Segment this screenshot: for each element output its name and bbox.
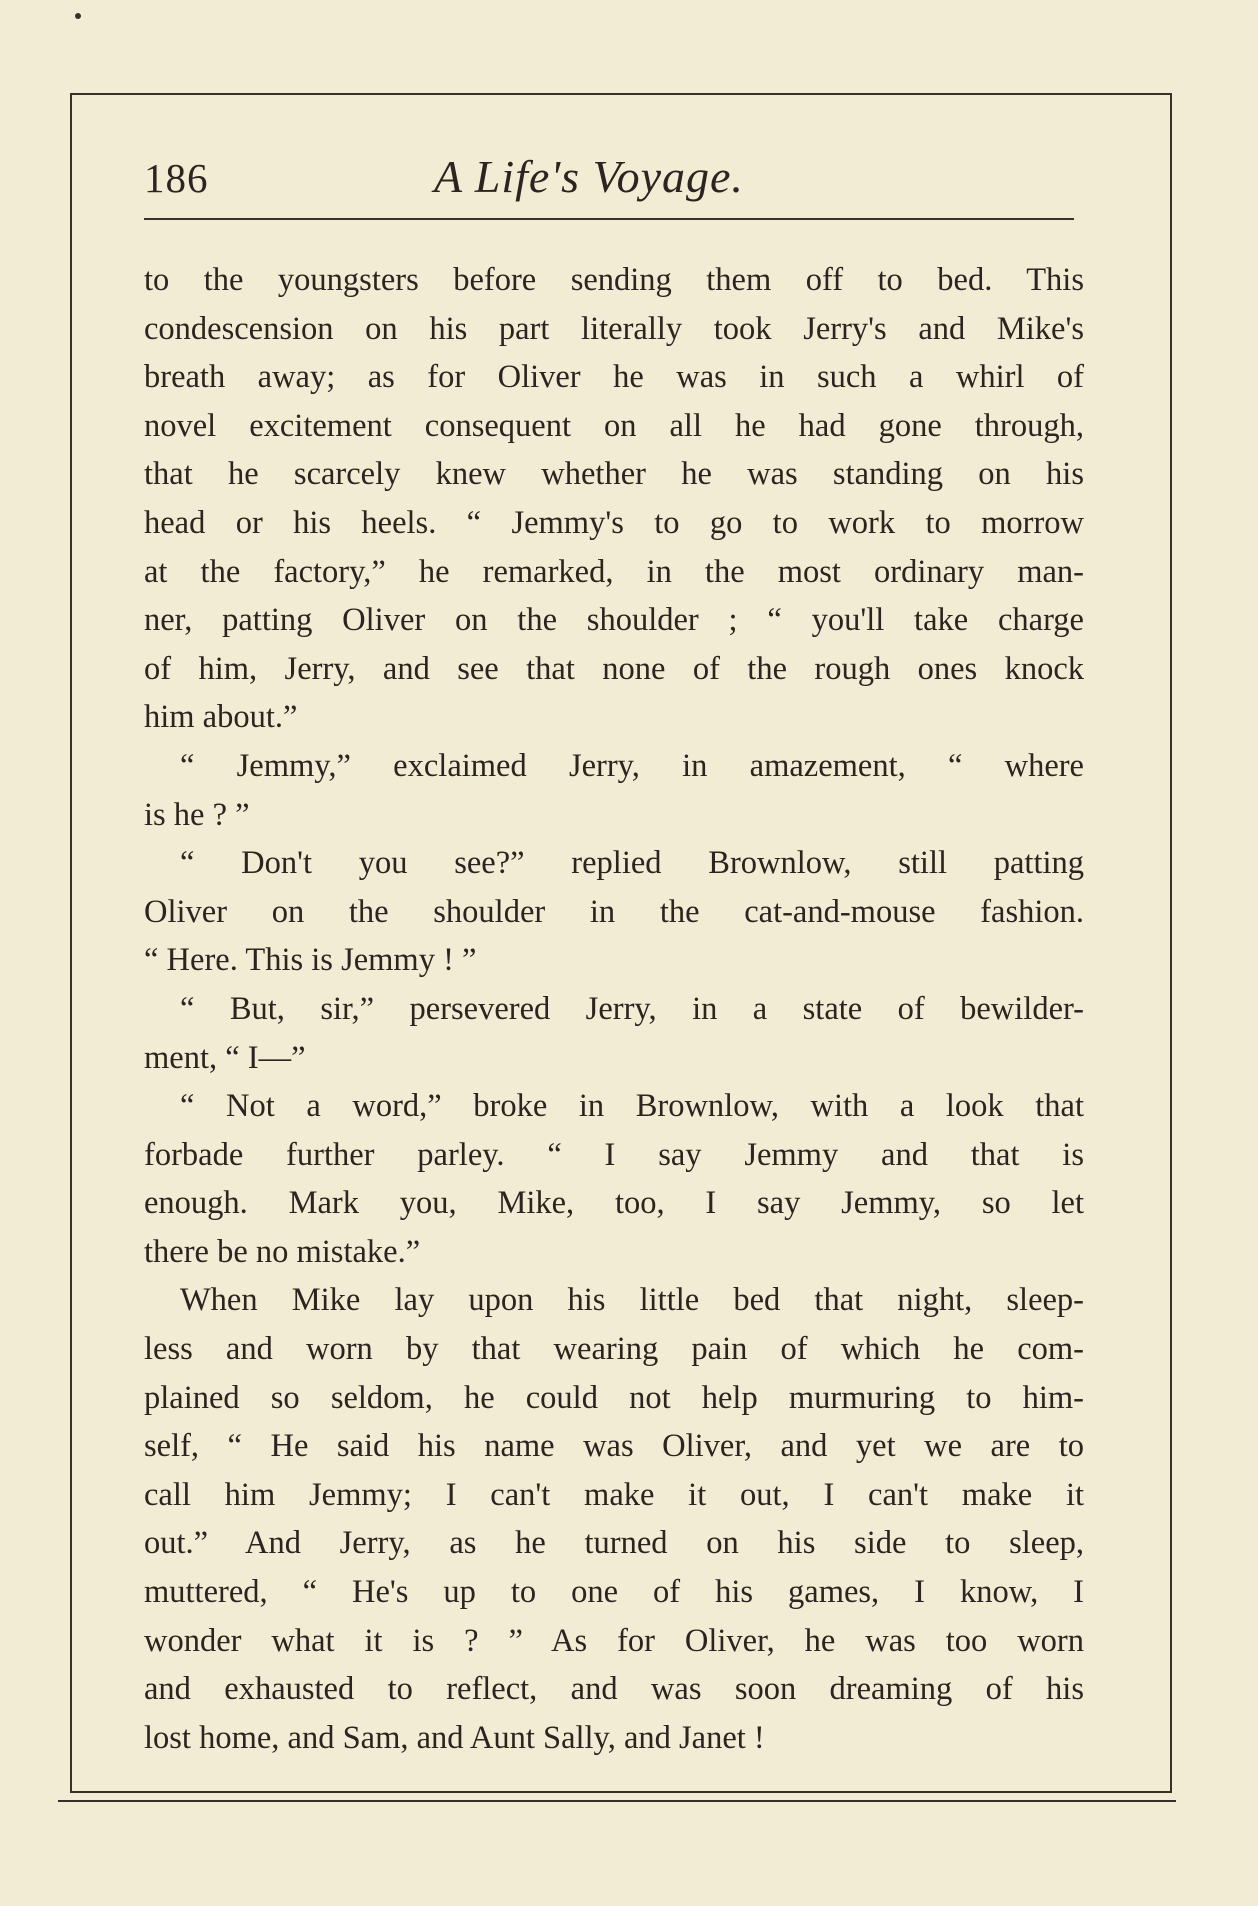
text-line: novel excitement consequent on all he had gone through,: [144, 407, 1084, 444]
text-line: lost home, and Sam, and Aunt Sally, and Janet !: [144, 1719, 765, 1756]
text-line: ment, “ I—”: [144, 1039, 306, 1076]
text-line: “ Here. This is Jemmy ! ”: [144, 942, 477, 979]
text-line: enough. Mark you, Mike, too, I say Jemmy, so let: [144, 1185, 1084, 1222]
text-line: plained so seldom, he could not help murmuring to him-: [144, 1379, 1084, 1416]
ink-speck: [75, 13, 81, 19]
text-line: forbade further parley. “ I say Jemmy and that is: [144, 1136, 1084, 1173]
text-line: call him Jemmy; I can't make it out, I can't make it: [144, 1476, 1084, 1513]
running-title: A Life's Voyage.: [434, 151, 744, 202]
text-line: is he ? ”: [144, 796, 250, 833]
text-line: head or his heels. “ Jemmy's to go to work to morrow: [144, 504, 1084, 541]
text-line: “ Jemmy,” exclaimed Jerry, in amazement, “ where: [180, 747, 1084, 784]
text-line: there be no mistake.”: [144, 1233, 421, 1270]
text-line: to the youngsters before sending them off to bed. This: [144, 262, 1084, 298]
body-text: [144, 256, 1084, 1762]
text-line: less and worn by that wearing pain of which he com-: [144, 1331, 1084, 1368]
text-line: that he scarcely knew whether he was standing on his: [144, 456, 1084, 493]
text-line: self, “ He said his name was Oliver, and yet we are to: [144, 1428, 1084, 1465]
header-rule: [144, 218, 1074, 220]
text-line: breath away; as for Oliver he was in such a whirl of: [144, 359, 1084, 396]
text-line: “ But, sir,” persevered Jerry, in a state of bewilder-: [180, 990, 1084, 1027]
text-line: When Mike lay upon his little bed that night, sleep-: [180, 1282, 1084, 1319]
text-line: ner, patting Oliver on the shoulder ; “ you'll take charge: [144, 602, 1084, 639]
text-line: muttered, “ He's up to one of his games, I know, I: [144, 1574, 1084, 1611]
text-line: at the factory,” he remarked, in the most ordinary man-: [144, 553, 1084, 590]
text-line: him about.”: [144, 699, 298, 736]
text-line: out.” And Jerry, as he turned on his side to sleep,: [144, 1525, 1084, 1562]
text-line: Oliver on the shoulder in the cat-and-mouse fashion.: [144, 893, 1084, 930]
text-line: condescension on his part literally took Jerry's and Mike's: [144, 310, 1084, 347]
text-line: and exhausted to reflect, and was soon dreaming of his: [144, 1671, 1084, 1708]
running-head: [144, 150, 1158, 210]
text-line: wonder what it is ? ” As for Oliver, he was too worn: [144, 1622, 1084, 1659]
text-line: “ Don't you see?” replied Brownlow, still patting: [180, 845, 1084, 882]
text-line: of him, Jerry, and see that none of the rough ones knock: [144, 650, 1084, 687]
text-line: “ Not a word,” broke in Brownlow, with a look that: [180, 1088, 1084, 1125]
page-number: 186: [144, 155, 209, 201]
